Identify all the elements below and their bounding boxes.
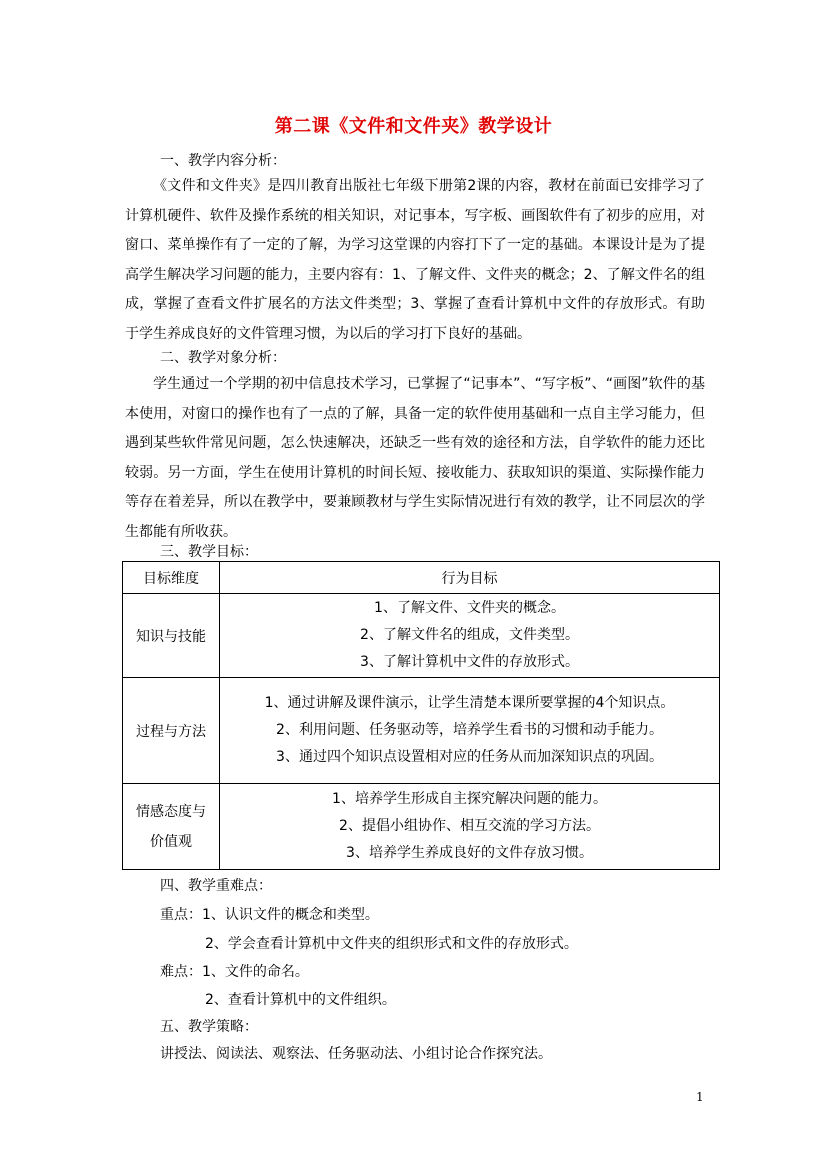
table-header-goal: 行为目标 [220, 562, 720, 594]
section5-text: 讲授法、阅读法、观察法、任务驱动法、小组讨论合作探究法。 [160, 1046, 552, 1062]
goal-item: 1、培养学生形成自主探究解决问题的能力。 [332, 791, 607, 807]
row-goals [220, 678, 720, 784]
section1-paragraph: 《文件和文件夹》是四川教育出版社七年级下册第2课的内容，教材在前面已安排学习了计算机硬件、软件及操作系统的相关知识，对记事本，写字板、画图软件有了初步的应用，对窗口、菜单操作有了一定的了解，为学习这堂课的内容打下了一定的基础。本课设计是为了提高学生解决学习问题的能力，主要内容有：1、了解文件、文件夹的概念；2、了解文件名的组成，掌握了查看文件扩展名的方法文件类型；3、掌握了查看计算机中文件的存放形式。有助于学生养成良好的文件管理习惯，为以后的学习打下良好的基础。 [125, 178, 705, 342]
key-point-1: 重点：1、认识文件的概念和类型。 [160, 907, 379, 923]
difficulty-1: 难点：1、文件的命名。 [160, 964, 309, 980]
row-dimension [123, 784, 220, 870]
section1-heading: 一、教学内容分析： [160, 153, 286, 169]
document-title: 第二课《文件和文件夹》教学设计 [274, 116, 553, 137]
goal-item: 2、了解文件名的组成，文件类型。 [360, 627, 579, 643]
goal-item: 2、提倡小组协作、相互交流的学习方法。 [339, 818, 600, 834]
table-row [123, 678, 720, 784]
goal-item: 2、利用问题、任务驱动等，培养学生看书的习惯和动手能力。 [276, 722, 663, 738]
row-dimension: 过程与方法 [123, 678, 220, 784]
table-header-row [123, 562, 720, 594]
goal-item: 1、通过讲解及课件演示，让学生清楚本课所要掌握的4个知识点。 [264, 695, 675, 711]
section2-paragraph: 学生通过一个学期的初中信息技术学习，已掌握了“记事本”、“写字板”、“画图”软件的基本使用，对窗口的操作也有了一点的了解，具备一定的软件使用基础和一点自主学习能力，但遇到某些软件常见问题，怎么快速解决，还缺乏一些有效的途径和方法，自学软件的能力还比较弱。另一方面，学生在使用计算机的时间长短、接收能力、获取知识的渠道、实际操作能力等存在着差异，所以在教学中，要兼顾教材与学生实际情况进行有效的教学，让不同层次的学生都能有所收获。 [125, 376, 705, 540]
dimension-line: 情感态度与 [136, 803, 206, 820]
goals-table [122, 561, 720, 870]
table-row [123, 784, 720, 870]
section3-heading: 三、教学目标： [160, 544, 258, 560]
section5-heading: 五、教学策略： [160, 1019, 258, 1035]
row-goals [220, 784, 720, 870]
difficulty-2: 2、查看计算机中的文件组织。 [205, 992, 396, 1008]
goal-item: 3、培养学生养成良好的文件存放习惯。 [346, 845, 593, 861]
row-dimension: 知识与技能 [123, 594, 220, 678]
table-row [123, 594, 720, 678]
table-header-dimension: 目标维度 [123, 562, 220, 594]
goal-item: 3、了解计算机中文件的存放形式。 [360, 654, 579, 670]
page-number: 1 [696, 1090, 704, 1104]
key-point-2: 2、学会查看计算机中文件夹的组织形式和文件的存放形式。 [205, 936, 578, 952]
goal-item: 1、了解文件、文件夹的概念。 [374, 600, 565, 616]
section2-heading: 二、教学对象分析： [160, 350, 286, 366]
dimension-line: 价值观 [150, 833, 192, 850]
row-goals [220, 594, 720, 678]
section4-heading: 四、教学重难点： [160, 878, 272, 894]
goal-item: 3、通过四个知识点设置相对应的任务从而加深知识点的巩固。 [276, 749, 663, 765]
